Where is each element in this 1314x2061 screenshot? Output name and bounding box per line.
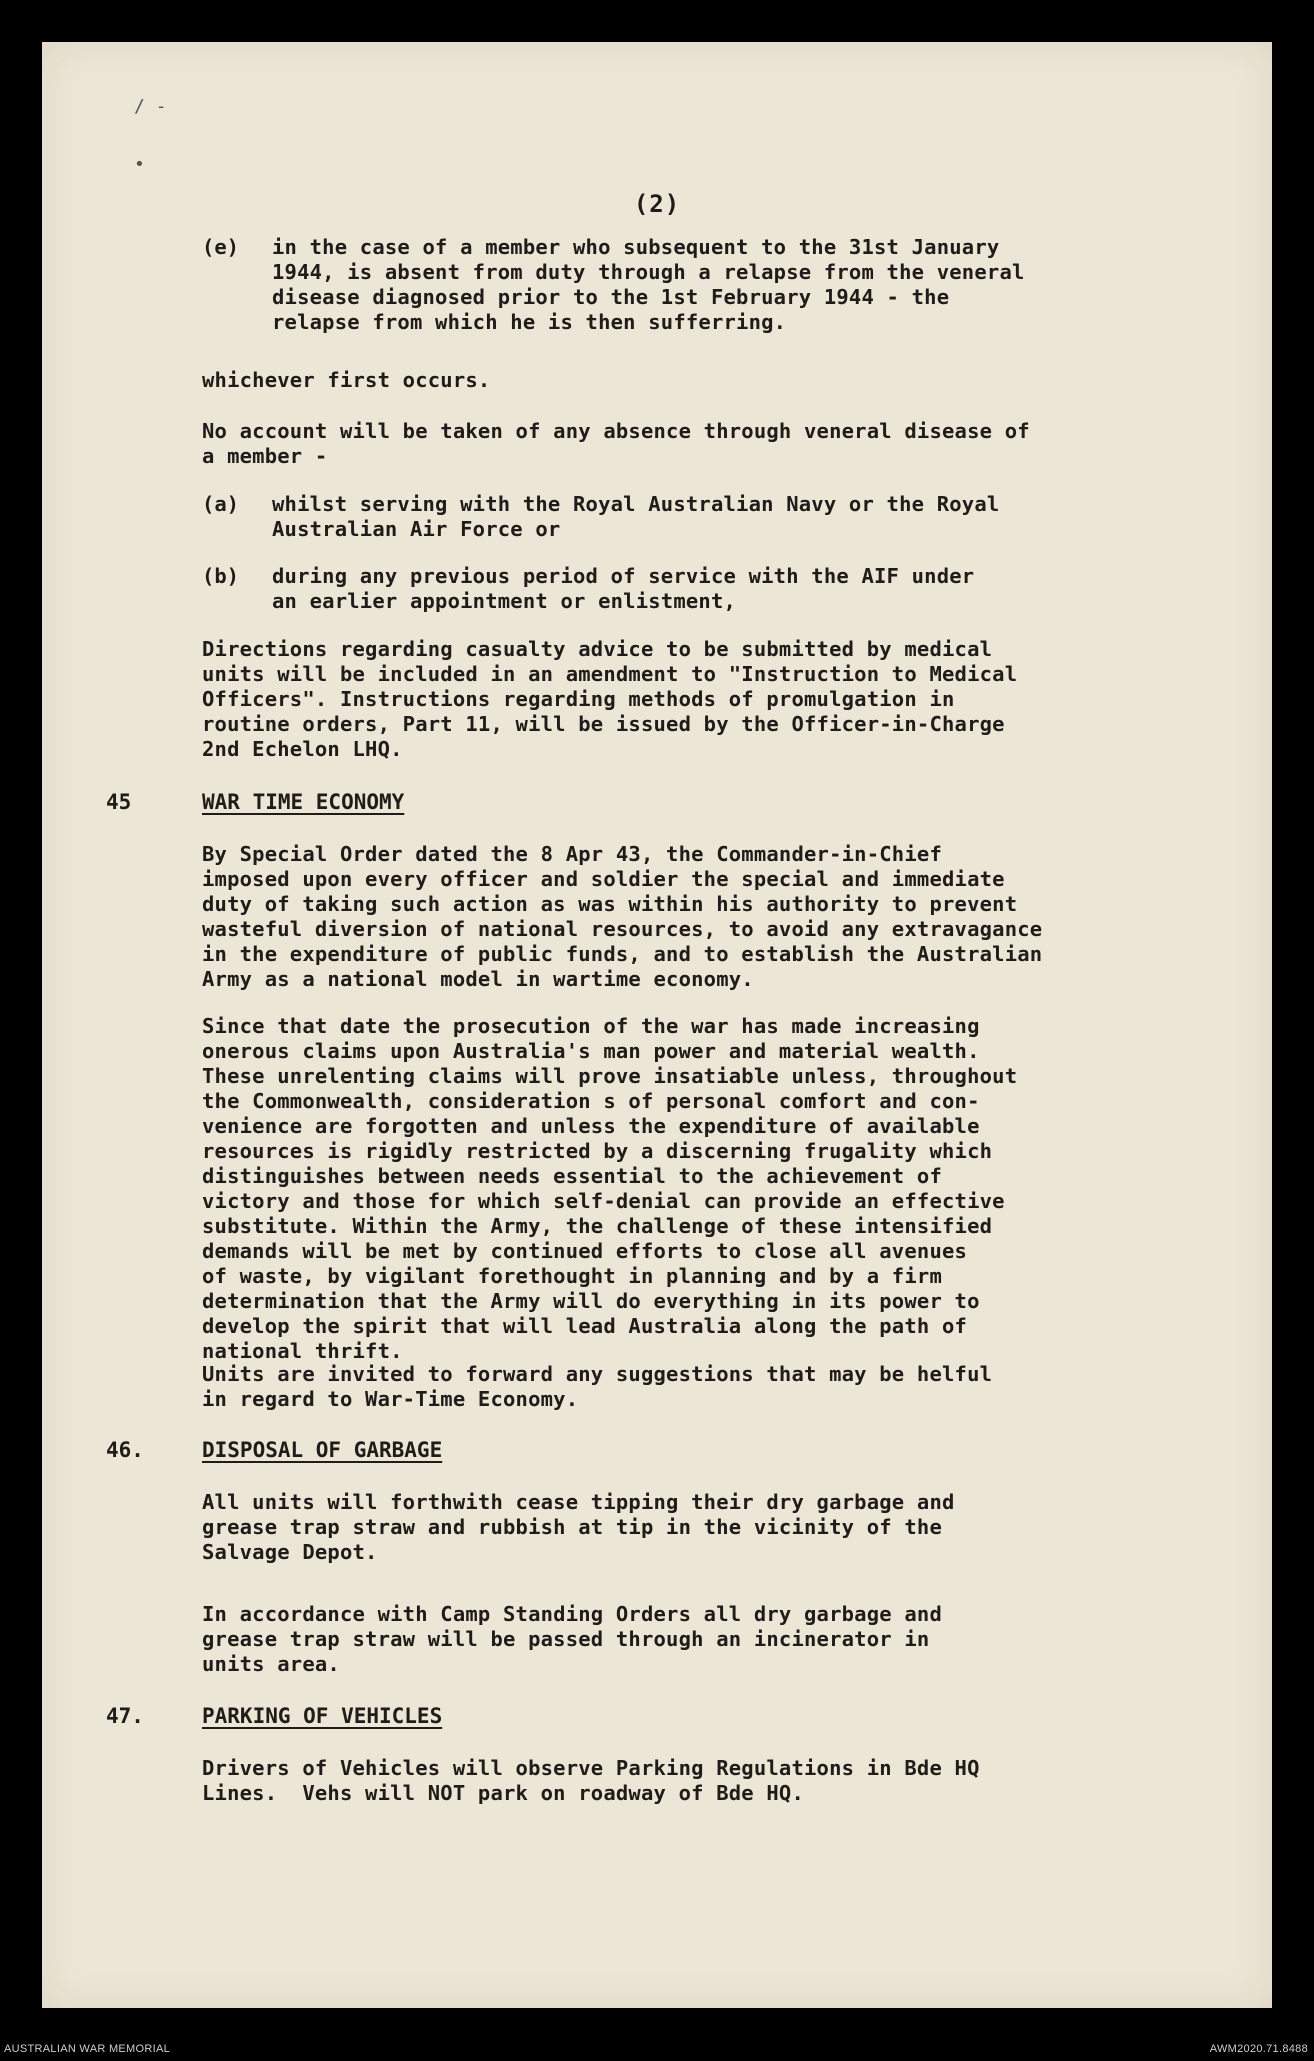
section-46-number: 46. [106, 1438, 144, 1462]
item-a-label: (a) [202, 492, 240, 516]
item-e-label: (e) [202, 235, 240, 259]
item-a-text: whilst serving with the Royal Australian Navy or the Royal Australian Air Force or [272, 492, 1000, 541]
section-47-heading: PARKING OF VEHICLES [202, 1704, 443, 1728]
paper-marks [134, 98, 167, 174]
section-46-paragraph-2: In accordance with Camp Standing Orders all dry garbage and grease trap straw will be passed through an incinerator in units area. [202, 1602, 942, 1676]
directions-paragraph: Directions regarding casualty advice to be submitted by medical units will be included in an amendment to "Instruction to Medical Officers". Instructions regarding methods of promulgation in routine orders, Part 11, will be issued by the Officer-in-Charge 2nd Echelon LHQ. [202, 637, 1018, 761]
item-b-text: during any previous period of service with the AIF under an earlier appointment or enlistment, [272, 564, 975, 613]
section-45-paragraph-2: Since that date the prosecution of the war has made increasing onerous claims upon Australia's man power and material wealth. These unrelenting claims will prove insatiable unless, throughout the Commonwealth, consideration s of personal comfort and con- venience are forgotten and unless the expenditure of available resources is rigidly restricted by a discerning frugality which distinguishes between needs essential to the achievement of victory and those for which self-denial can provide an effective substitute. Within the Army, the challenge of these intensified demands will be met by continued efforts to close all avenues of waste, by vigilant forethought in planning and by a firm determination that the Army will do everything in its power to develop the spirit that will lead Australia along the path of national thrift. [202, 1014, 1018, 1363]
section-45-heading: WAR TIME ECONOMY [202, 790, 405, 814]
document-page [42, 42, 1272, 2008]
section-45-number: 45 [106, 790, 132, 814]
item-e-text: in the case of a member who subsequent to the 31st January 1944, is absent from duty through a relapse from the veneral disease diagnosed prior to the 1st February 1944 - the relapse from which he is then sufferring. [272, 235, 1025, 334]
pencil-mark: / - [134, 96, 167, 117]
footer-accession-number: AWM2020.71.8488 [1209, 2043, 1308, 2055]
section-47-number: 47. [106, 1704, 144, 1728]
section-47-paragraph-1: Drivers of Vehicles will observe Parking Regulations in Bde HQ Lines. Vehs will NOT park on roadway of Bde HQ. [202, 1756, 980, 1805]
footer-credit: AUSTRALIAN WAR MEMORIAL [4, 2043, 171, 2055]
no-account-paragraph: No account will be taken of any absence through veneral disease of a member - [202, 419, 1030, 468]
section-46-paragraph-1: All units will forthwith cease tipping their dry garbage and grease trap straw and rubbish at tip in the vicinity of the Salvage Depot. [202, 1490, 955, 1564]
section-46-heading: DISPOSAL OF GARBAGE [202, 1438, 443, 1462]
item-b-label: (b) [202, 564, 240, 588]
page-number: (2) [633, 190, 681, 218]
ink-dot: • [134, 154, 145, 175]
section-45-paragraph-1: By Special Order dated the 8 Apr 43, the Commander-in-Chief imposed upon every officer and soldier the special and immediate duty of taking such action as was within his authority to prevent wasteful diversion of national resources, to avoid any extravagance in the expenditure of public funds, and to establish the Australian Army as a national model in wartime economy. [202, 842, 1043, 991]
section-45-paragraph-3: Units are invited to forward any suggestions that may be helful in regard to War-Time Economy. [202, 1362, 993, 1411]
whichever-line: whichever first occurs. [202, 368, 491, 392]
